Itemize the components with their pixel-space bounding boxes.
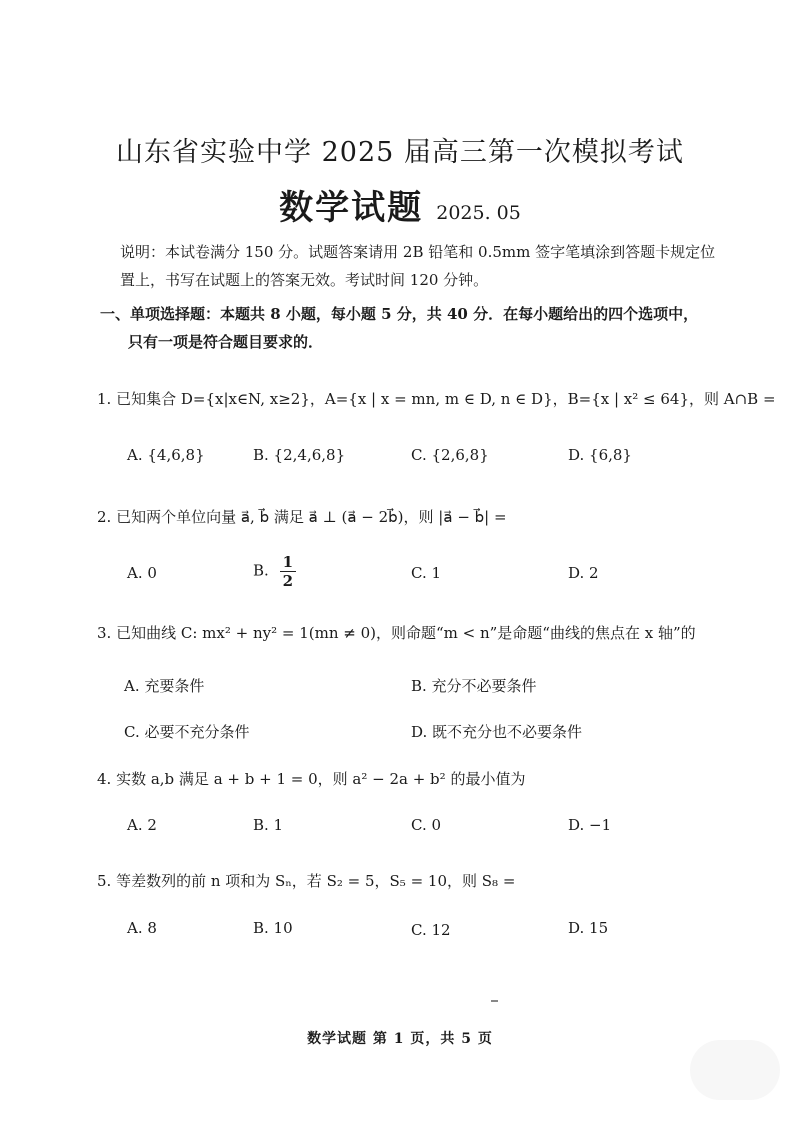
question-1: 1. 已知集合 D={x|x∈N, x≥2}，A={x | x = mn, m ∈ D, n ∈ D}，B={x | x² ≤ 64}，则 A∩B = [97,390,776,408]
q2-option-d: D. 2 [568,564,599,582]
section-heading-cont: 只有一项是符合题目要求的． [128,333,324,351]
q3-option-a: A. 充要条件 [124,677,205,695]
question-4: 4. 实数 a,b 满足 a + b + 1 = 0，则 a² − 2a + b² 的最小值为 [97,770,526,788]
q2-option-b-label: B. [253,561,269,580]
fraction-numerator: 1 [280,553,296,572]
q1-option-c: C. {2,6,8} [411,446,489,464]
q2-option-c: C. 1 [411,564,442,582]
q3-option-c: C. 必要不充分条件 [124,723,250,741]
q5-option-c: C. 12 [411,921,451,939]
section-heading: 一、单项选择题：本题共 8 小题，每小题 5 分，共 40 分．在每小题给出的四个选项中， [100,305,699,323]
ink-mark [491,1000,498,1002]
q3-option-b: B. 充分不必要条件 [411,677,537,695]
q5-option-a: A. 8 [127,919,157,937]
page-footer: 数学试题 第 1 页，共 5 页 [307,1031,493,1047]
q1-option-a: A. {4,6,8} [127,446,205,464]
instructions: 说明：本试卷满分 150 分。试题答案请用 2B 铅笔和 0.5mm 签字笔填涂到答题卡规定位置上，书写在试题上的答案无效。考试时间 120 分钟。 [120,243,716,289]
q5-option-d: D. 15 [568,919,609,937]
q4-option-a: A. 2 [127,816,157,834]
q4-option-c: C. 0 [411,816,442,834]
subject-header [0,180,800,229]
question-5: 5. 等差数列的前 n 项和为 Sₙ，若 S₂ = 5，S₅ = 10，则 S₈ = [97,872,516,890]
exam-date: 2025. 05 [436,202,521,224]
q3-option-d: D. 既不充分也不必要条件 [411,723,583,741]
fraction-denominator: 2 [282,572,294,590]
q4-option-b: B. 1 [253,816,284,834]
question-3: 3. 已知曲线 C: mx² + ny² = 1(mn ≠ 0)，则命题“m < n”是命题“曲线的焦点在 x 轴”的 [97,624,696,642]
scan-glare [690,1040,780,1100]
question-2: 2. 已知两个单位向量 a⃗, b⃗ 满足 a⃗ ⊥ (a⃗ − 2b⃗)，则 |a⃗ − b⃗| = [97,508,507,526]
subject-title: 数学试题 [279,188,424,228]
q1-option-d: D. {6,8} [568,446,632,464]
q2-option-b [253,553,296,590]
exam-title: 山东省实验中学 2025 届高三第一次模拟考试 [116,137,684,168]
q5-option-b: B. 10 [253,919,293,937]
q2-option-b-fraction [280,553,296,590]
q1-option-b: B. {2,4,6,8} [253,446,346,464]
q2-option-a: A. 0 [127,564,157,582]
q4-option-d: D. −1 [568,816,612,834]
